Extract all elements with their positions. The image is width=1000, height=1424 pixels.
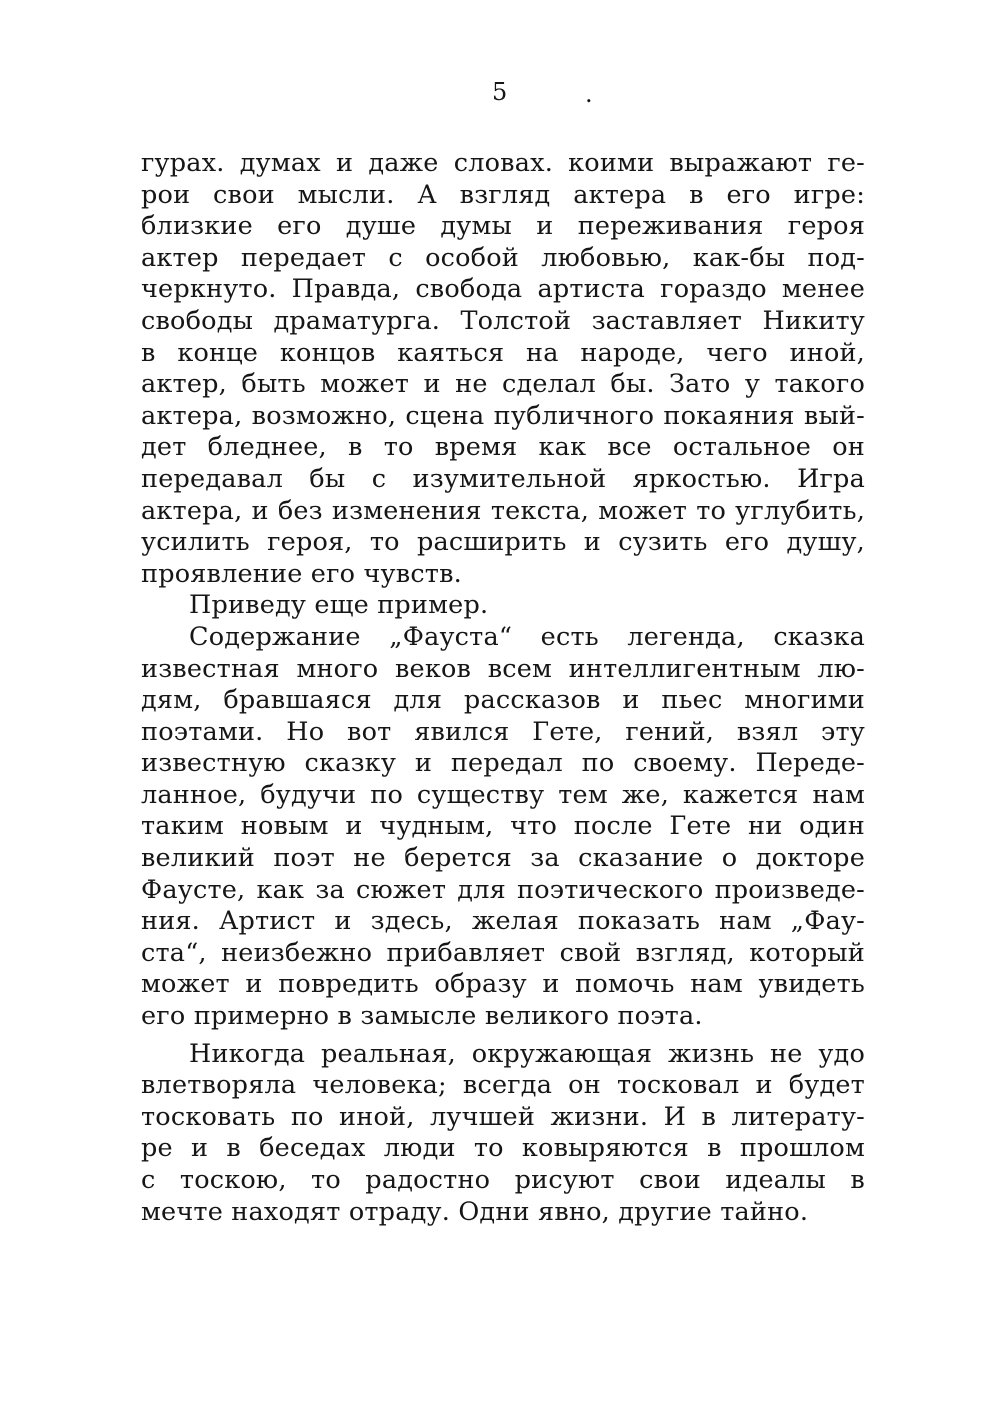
text-line: ланное, будучи по существу тем же, кажется нам [141,779,865,810]
text-line: в конце концов каяться на народе, чего иной, [141,337,865,368]
text-line: известная много веков всем интеллигентным лю- [141,653,865,684]
text-line: ре и в беседах люди то ковыряются в прошлом [141,1133,865,1164]
text-line: рои свои мысли. А взгляд актера в его игре: [141,179,865,210]
paragraph [141,148,865,590]
text-line: мечте находят отраду. Одни явно, другие тайно. [141,1196,809,1227]
text-line: передавал бы с изумительной яркостью. Игра [141,463,865,494]
text-line: актера, и без изменения текста, может то углубить, [141,495,865,526]
paragraph [141,1039,865,1229]
text-line: Фаусте, как за сюжет для поэтического произведе- [141,874,865,905]
text-line: может и повредить образу и помочь нам увидеть [141,969,865,1000]
text-line: актера, возможно, сцена публичного покаяния вый- [141,400,865,431]
text-line: влетворяла человека; всегда он тосковал и будет [141,1070,865,1101]
text-line: ния. Артист и здесь, желая показать нам „Фау- [141,906,865,937]
text-line: черкнуто. Правда, свобода артиста гораздо менее [141,274,865,305]
header-mark: . [585,80,593,108]
text-line: великий поэт не берется за сказание о докторе [141,843,865,874]
text-line: актер передает с особой любовью, как-бы под- [141,242,865,273]
page-number: 5 [492,78,508,106]
text-line: актер, быть может и не сделал бы. Зато у такого [141,369,865,400]
text-line: поэтами. Но вот явился Гете, гений, взял эту [141,716,865,747]
text-line: тосковать по иной, лучшей жизни. И в литерату- [141,1101,865,1132]
text-line: таким новым и чудным, что после Гете ни один [141,811,865,842]
text-line: гурах. думах и даже словах. коими выражают ге- [141,148,865,178]
text-line: усилить героя, то расширить и сузить его душу, [141,527,865,558]
paragraph [141,590,865,622]
text-line: дям, бравшаяся для рассказов и пьес многими [141,685,865,716]
text-line: свободы драматурга. Толстой заставляет Никиту [141,305,865,336]
text-line: известную сказку и передал по своему. Переде- [141,748,865,779]
text-line: близкие его душе думы и переживания героя [141,211,865,242]
text-line: Никогда реальная, окружающая жизнь не удо [189,1038,865,1069]
paragraph [141,622,865,1033]
text-line: его примерно в замысле великого поэта. [141,1001,703,1032]
text-line: проявление его чувств. [141,558,462,589]
text-line: дет бледнее, в то время как все остальное он [141,432,865,463]
body-text [141,148,865,1228]
text-line: Содержание „Фауста“ есть легенда, сказка [189,621,865,652]
page-header [0,78,1000,118]
text-line: ста“, неизбежно прибавляет свой взгляд, который [141,937,865,968]
text-line: с тоскою, то радостно рисуют свои идеалы в [141,1165,865,1195]
text-line: Приведу еще пример. [189,590,489,621]
